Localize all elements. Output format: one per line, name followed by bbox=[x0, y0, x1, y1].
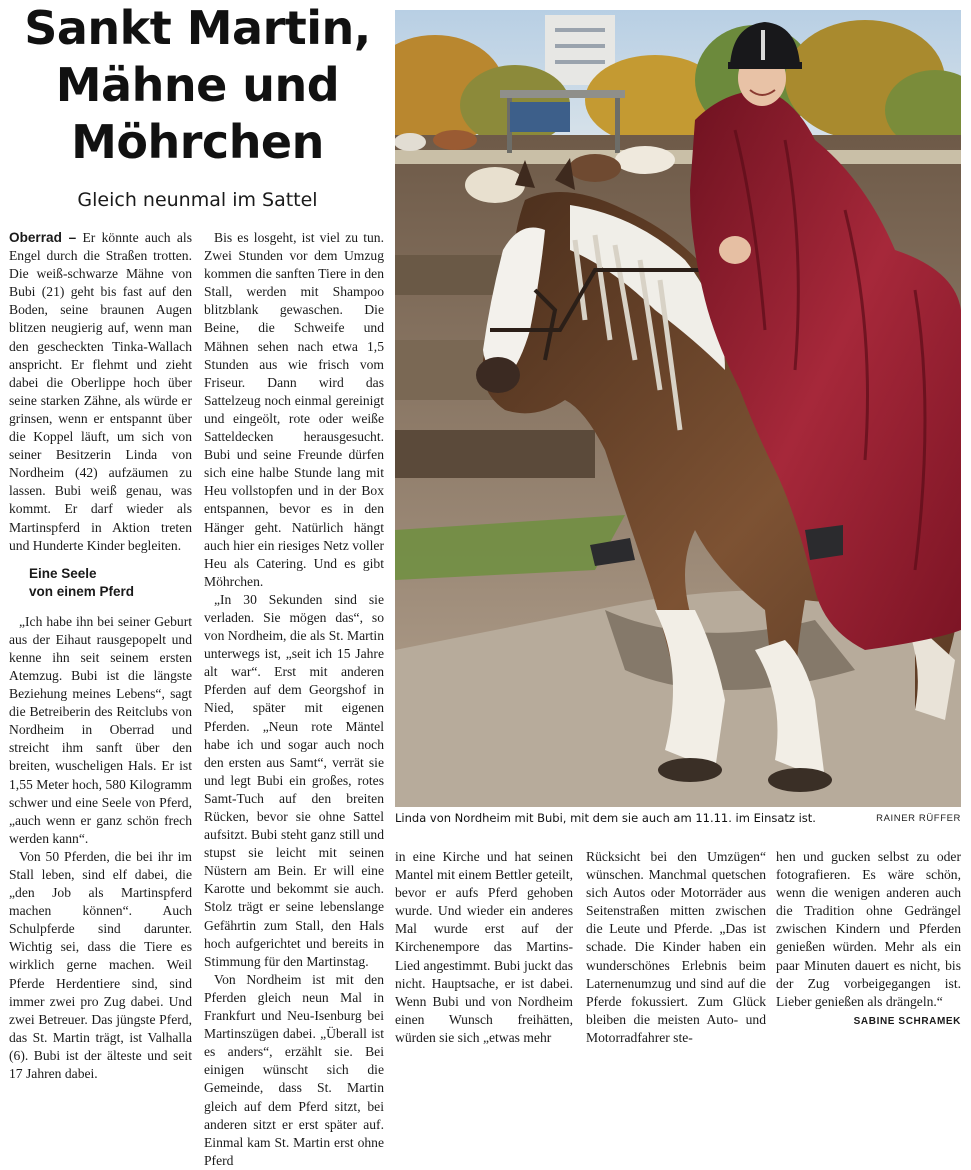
headline-line-2: Mähne und bbox=[55, 58, 340, 112]
article-paragraph: hen und gucken selbst zu oder fotografieren. Es wäre schön, wenn die wenigen anderen auch die Tradition ohne Gedrängel zwischen Kindern und Pferden genießen würden. Mehr als ein paar Minuten dauert es nicht, bis der Zug vorbeigegangen ist. Lieber genießen als drängeln.“ bbox=[776, 849, 961, 1009]
headline bbox=[0, 0, 395, 171]
article-photo bbox=[395, 10, 961, 807]
article-column-3 bbox=[395, 848, 573, 1047]
horse-rider-photo bbox=[395, 10, 961, 807]
headline-line-1: Sankt Martin, bbox=[24, 1, 371, 55]
article-subhead bbox=[29, 565, 192, 601]
article-paragraph: Von 50 Pferden, die bei ihr im Stall leben, sind elf dabei, die „den Job als Martinspferd machen können“. Auch Schulpferde sind darunter. Wichtig sei, dass die Tiere es wirklich gerne machen. Weil Pferde Herdentiere sind, sind immer zwei pro Zug dabei. Und zwei Betreuer. Das jüngste Pferd, das St. Martin trägt, ist Valhalla (6). Bubi ist der älteste und seit 17 Jahren dabei. bbox=[9, 848, 192, 1082]
article-column-1 bbox=[9, 229, 192, 1083]
author-signature: SABINE SCHRAMEK bbox=[853, 1015, 961, 1027]
article-paragraph: „In 30 Sekunden sind sie verladen. Sie mögen das“, so von Nordheim, die als St. Martin unterwegs ist, „seit ich 15 Jahre alt war“. Erst mit anderen Pferden auf dem Georgshof in Nied, später mit eigenen Pferden. „Neun rote Mäntel habe ich und sogar auch noch den ersten aus Samt“, verrät sie und legt Bubi ein großes, rotes Samt-Tuch auf den breiten Rücken, bevor sie ohne Sattel aufsitzt. Bubi steht ganz still und stupst sie leicht mit seinen Nüstern am Bein. Er will eine Karotte und bekommt sie auch. Stolz trägt er seine lebenslange Gefährtin zum Stall, den Hals hoch aufgerichtet und bereits in Stimmung für den Martinstag. bbox=[204, 591, 384, 969]
article-paragraph: „Ich habe ihn bei seiner Geburt aus der Eihaut rausgepopelt und kenne ihn seit seinem ersten Atemzug. Bubi ist die längste Beziehung meines Lebens“, sagt die Betreiberin des Reitclubs von Nordheim in Oberrad und streicht ihm sanft über den breiten, wuscheligen Hals. Er ist 1,55 Meter hoch, 580 Kilogramm schwer und eine Seele von Pferd, „auch wenn er ganz schön frech werden kann“. bbox=[9, 613, 192, 846]
subhead-line-1: Eine Seele bbox=[29, 565, 97, 581]
photo-credit: RAINER RÜFFER bbox=[876, 813, 961, 824]
photo-caption: Linda von Nordheim mit Bubi, mit dem sie auch am 11.11. im Einsatz ist. bbox=[395, 811, 816, 825]
article-paragraph: in eine Kirche und hat seinen Mantel mit einem Bettler geteilt, bevor er aufs Pferd gehoben wurde. Und wieder ein anderes Mal wurde erst auf der Kirchenempore das Martins-Lied angestimmt. Bubi juckt das nicht. Hauptsache, er ist dabei. Wenn Bubi und von Nordheim einen Wunsch freihätten, würden sie sich „etwas mehr bbox=[395, 849, 573, 1045]
article-column-4 bbox=[586, 848, 766, 1047]
subhead-line-2: von einem Pferd bbox=[29, 583, 135, 599]
article-column-2 bbox=[204, 229, 384, 1170]
article-paragraph: Bis es losgeht, ist viel zu tun. Zwei Stunden vor dem Umzug kommen die sanften Tiere in den Stall, werden mit Shampoo blitzblank gewaschen. Die Beine, die Schweife und Mähnen sehen nach etwa 1,5 Stunden aus wie frisch vom Friseur. Dann wird das Sattelzeug noch einmal gereinigt und eingeölt, rote oder weiße Satteldecken herausgesucht. Bubi und seine Freunde dürfen sich eine halbe Stunde lang mit Heu vollstopfen und in der Box entspannen, bevor es in den Hänger geht. Natürlich hängt auch hier ein riesiges Netz voller Heu als Catering. Und es gibt Möhrchen. bbox=[204, 230, 384, 589]
article-paragraph bbox=[9, 229, 192, 555]
subheadline: Gleich neunmal im Sattel bbox=[77, 189, 318, 211]
paragraph-text: Er könnte auch als Engel durch die Straßen trotten. Die weiß-schwarze Mähne von Bubi (21) geht bis fast auf den Boden, seine braunen Augen blitzen neugierig auf, wenn man den gescheckten Tinka-Wallach anspricht. Er flehmt und zieht dabei die Oberlippe hoch über seine starken Zähne, als würde er grinsen, wenn er entspannt über die Koppel läuft, um sich von seiner Besitzerin Linda von Nordheim (42) aufzäumen zu lassen. Bubi weiß genau, was kommt. Er darf wieder als Martinspferd in Aktion treten und Hunderte Kinder begleiten. bbox=[9, 230, 193, 553]
headline-line-3: Möhrchen bbox=[71, 115, 324, 169]
article-paragraph: Rücksicht bei den Umzügen“ wünschen. Manchmal quetschen sich Autos oder Motorräder aus Seitenstraßen mitten zwischen die Leute und Pferde. „Das ist schade. Die Kinder haben ein wunderschönes Erlebnis beim Laternenumzug und sind auf die Pferde fokussiert. Zum Glück bleiben die meisten Auto- und Motorradfahrer ste- bbox=[586, 849, 766, 1045]
article-column-5 bbox=[776, 848, 961, 1031]
article-paragraph: Von Nordheim ist mit den Pferden gleich neun Mal in Frankfurt und Neu-Isenburg bei Martinszügen dabei. „Überall ist es anders“, erzählt sie. Bei einigen wünscht sich die Gemeinde, dass St. Martin gleich auf dem Pferd sitzt, bei anderen sitzt er erst später auf. Einmal kam St. Martin erst ohne Pferd bbox=[204, 971, 384, 1168]
dateline: Oberrad – bbox=[9, 230, 77, 245]
